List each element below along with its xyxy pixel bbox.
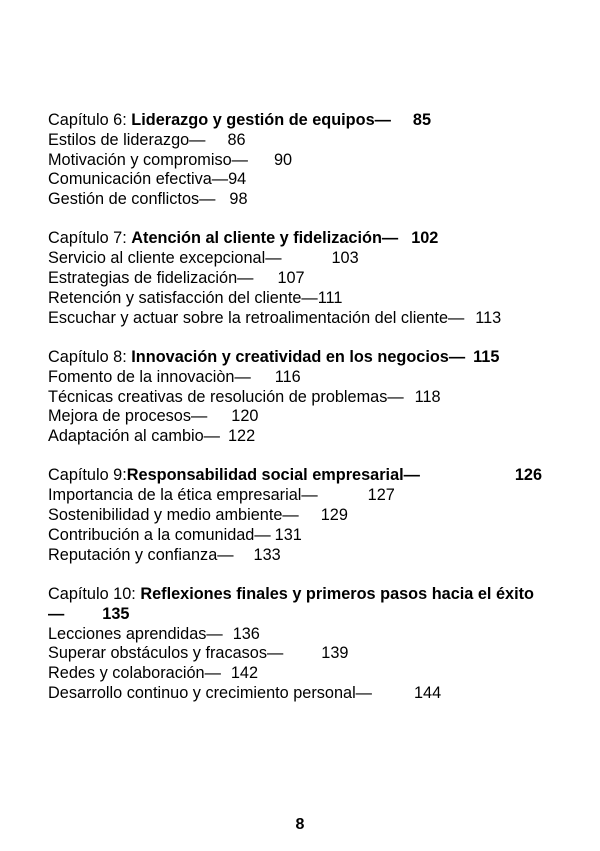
entry-page: 118 (414, 387, 441, 406)
chapter-block (48, 466, 548, 565)
entry-page: 122 (227, 427, 256, 446)
toc-entry (48, 407, 548, 427)
toc-entry (48, 388, 548, 408)
table-of-contents (48, 111, 548, 723)
chapter-heading (48, 466, 548, 486)
toc-entry (48, 289, 548, 309)
entry-page: 94 (228, 170, 247, 189)
entry-text: Gestión de conflictos— (48, 190, 216, 209)
entry-text: Estilos de liderazgo— (48, 130, 206, 149)
chapter-page: 126 (514, 466, 542, 485)
entry-page: 86 (227, 130, 246, 149)
entry-page: 142 (230, 664, 259, 683)
entry-page: 136 (232, 624, 260, 643)
toc-entry (48, 309, 548, 329)
chapter-label: Capítulo 6: (48, 111, 132, 129)
toc-entry (48, 131, 548, 151)
chapter-title: Reflexiones finales y primeros pasos hacia el éxito— (48, 584, 534, 623)
entry-text: Superar obstáculos y fracasos— (48, 644, 284, 663)
entry-page: 111 (317, 288, 343, 307)
entry-page: 90 (273, 150, 293, 169)
chapter-page: 135 (102, 604, 130, 623)
entry-text: Contribución a la comunidad— (48, 525, 271, 544)
toc-entry (48, 506, 548, 526)
page-number: 8 (295, 816, 305, 833)
entry-text: Motivación y compromiso— (48, 150, 248, 169)
chapter-heading (48, 229, 548, 249)
entry-text: Retención y satisfacción del cliente— (48, 288, 318, 307)
toc-entry (48, 684, 548, 704)
toc-entry (48, 269, 548, 289)
chapter-label: Capítulo 8: (48, 347, 132, 366)
toc-entry (48, 151, 548, 171)
toc-entry (48, 526, 548, 546)
entry-page: 129 (320, 506, 348, 525)
toc-entry (48, 190, 548, 210)
entry-page: 144 (413, 683, 442, 702)
toc-entry (48, 546, 548, 566)
chapter-block (48, 229, 548, 328)
entry-text: Técnicas creativas de resolución de problemas— (48, 387, 404, 406)
chapter-heading (48, 348, 548, 368)
entry-page: 127 (367, 486, 395, 505)
entry-text: Escuchar y actuar sobre la retroalimentación del cliente— (48, 308, 465, 327)
chapter-title: Atención al cliente y fidelización— (131, 229, 399, 248)
toc-entry (48, 368, 548, 388)
entry-text: Importancia de la ética empresarial— (48, 486, 318, 505)
chapter-block (48, 111, 548, 210)
entry-page: 133 (253, 545, 281, 564)
entry-text: Mejora de procesos— (48, 407, 208, 426)
chapter-heading (48, 111, 548, 131)
chapter-label: Capítulo 9: (48, 466, 127, 485)
entry-page: 116 (274, 367, 301, 386)
toc-entry (48, 625, 548, 645)
entry-text: Fomento de la innovaciòn— (48, 367, 251, 386)
chapter-title: Innovación y creatividad en los negocios— (131, 347, 466, 366)
entry-text: Sostenibilidad y medio ambiente— (48, 506, 299, 525)
entry-text: Reputación y confianza— (48, 545, 234, 564)
entry-page: 98 (229, 190, 248, 209)
entry-page: 131 (274, 525, 302, 544)
entry-page: 139 (321, 644, 349, 663)
chapter-title: Liderazgo y gestión de equipos— (131, 111, 391, 129)
chapter-block (48, 348, 548, 447)
entry-page: 120 (231, 407, 259, 426)
entry-text: Comunicación efectiva— (48, 170, 229, 189)
toc-entry (48, 170, 548, 190)
toc-entry (48, 644, 548, 664)
toc-entry (48, 249, 548, 269)
entry-page: 113 (475, 308, 502, 327)
chapter-page: 102 (411, 229, 439, 248)
entry-text: Lecciones aprendidas— (48, 624, 223, 643)
chapter-title: Responsabilidad social empresarial— (126, 466, 420, 485)
entry-text: Estrategias de fidelización— (48, 269, 254, 288)
entry-page: 107 (277, 269, 305, 288)
entry-page: 103 (331, 249, 359, 268)
toc-entry (48, 486, 548, 506)
toc-entry (48, 427, 548, 447)
chapter-label: Capítulo 10: (48, 584, 141, 603)
entry-text: Servicio al cliente excepcional— (48, 249, 282, 268)
chapter-page: 85 (412, 111, 432, 129)
entry-text: Adaptación al cambio— (48, 427, 220, 446)
toc-entry (48, 664, 548, 684)
chapter-block (48, 585, 548, 704)
chapter-label: Capítulo 7: (48, 229, 132, 248)
chapter-page: 115 (473, 347, 500, 366)
chapter-heading (48, 585, 548, 625)
entry-text: Desarrollo continuo y crecimiento personal— (48, 683, 372, 702)
entry-text: Redes y colaboración— (48, 664, 221, 683)
